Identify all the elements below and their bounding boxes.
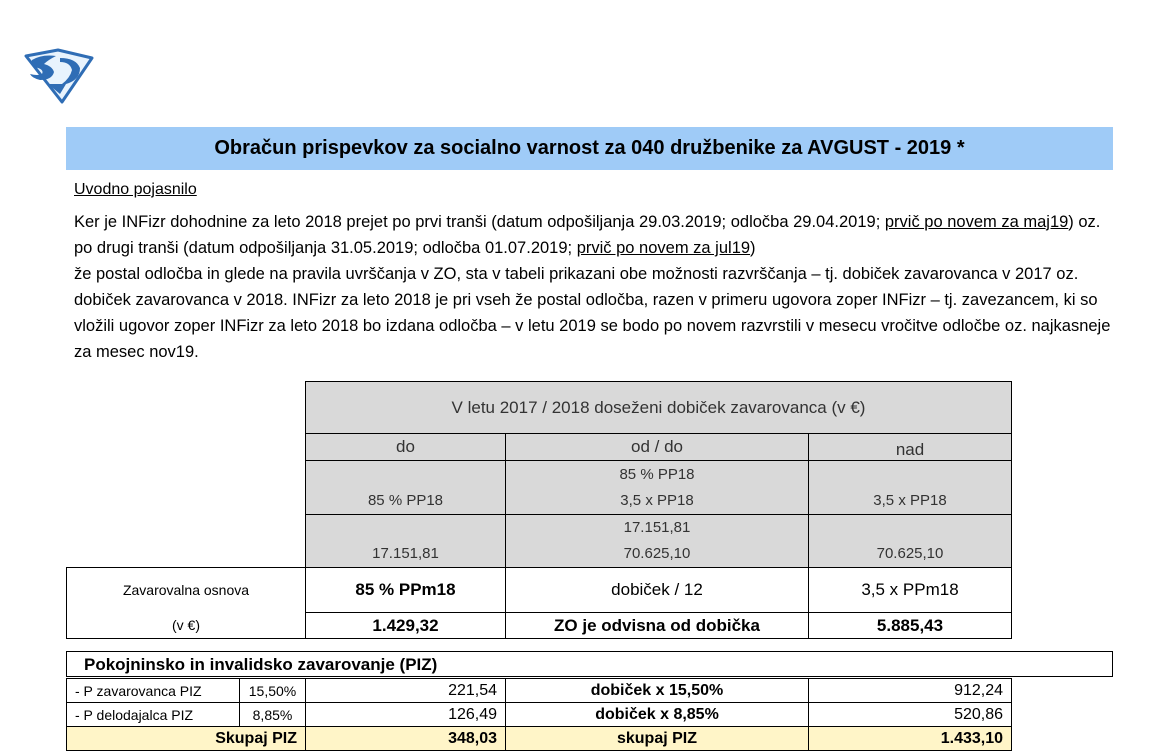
zo-nad: 3,5 x PPm18 xyxy=(809,568,1012,613)
r2-oddo-bottom: 70.625,10 xyxy=(623,545,691,562)
piz-heading: Pokojninsko in invalidsko zavarovanje (PIZ) xyxy=(66,651,1113,677)
piz-sum-row xyxy=(67,727,1012,751)
r2-do: 17.151,81 xyxy=(306,515,506,568)
page-title: Obračun prispevkov za socialno varnost za 040 družbenike za AVGUST - 2019 * xyxy=(66,127,1113,170)
intro-link-jul19: prvič po novem za jul19 xyxy=(576,239,751,257)
piz-sum-do: 348,03 xyxy=(306,727,506,751)
zo-unit: (v €) xyxy=(67,613,306,639)
r2-oddo-top: 17.151,81 xyxy=(623,519,691,536)
zo-label: Zavarovalna osnova xyxy=(67,568,306,613)
piz-row-do: 221,54 xyxy=(306,679,506,703)
blank-cell xyxy=(67,461,306,515)
col-do: do xyxy=(306,434,506,461)
r2-nad: 70.625,10 xyxy=(809,515,1012,568)
val-nad: 5.885,43 xyxy=(809,613,1012,639)
zo-do: 85 % PPm18 xyxy=(306,568,506,613)
col-nad: nad xyxy=(809,434,1012,461)
grid-header: V letu 2017 / 2018 doseženi dobiček zavarovanca (v €) xyxy=(306,382,1012,434)
intro-paragraph-1 xyxy=(74,209,1114,261)
piz-row-oddo: dobiček x 8,85% xyxy=(506,703,809,727)
intro-text-part: ) xyxy=(750,239,756,257)
r1-nad: 3,5 x PP18 xyxy=(809,461,1012,515)
piz-row-oddo: dobiček x 15,50% xyxy=(506,679,809,703)
zo-oddo: dobiček / 12 xyxy=(506,568,809,613)
piz-sum-oddo: skupaj PIZ xyxy=(506,727,809,751)
r1-oddo xyxy=(506,461,809,515)
piz-row-nad: 912,24 xyxy=(809,679,1012,703)
intro-text-part: Ker je INFizr dohodnine za leto 2018 prejet po prvi tranši (datum odpošiljanja 29.03.2019; odločba 29.04.2019; xyxy=(74,213,885,231)
blank-cell xyxy=(67,382,306,434)
intro-text xyxy=(74,209,1114,365)
r2-oddo xyxy=(506,515,809,568)
piz-sum-nad: 1.433,10 xyxy=(809,727,1012,751)
company-logo xyxy=(22,48,94,104)
piz-row-pct: 8,85% xyxy=(240,703,306,727)
r1-do: 85 % PP18 xyxy=(306,461,506,515)
piz-row-pct: 15,50% xyxy=(240,679,306,703)
blank-cell xyxy=(67,434,306,461)
val-oddo: ZO je odvisna od dobička xyxy=(506,613,809,639)
piz-row-label: - P delodajalca PIZ xyxy=(67,703,240,727)
r1-oddo-top: 85 % PP18 xyxy=(619,465,695,483)
piz-row-nad: 520,86 xyxy=(809,703,1012,727)
table-row xyxy=(67,703,1012,727)
val-do: 1.429,32 xyxy=(306,613,506,639)
piz-row-label: - P zavarovanca PIZ xyxy=(67,679,240,703)
blank-cell xyxy=(67,515,306,568)
piz-row-do: 126,49 xyxy=(306,703,506,727)
contribution-basis-table xyxy=(66,381,1012,639)
intro-text-part: ) oz. po drugi tranši (datum odpošiljanja 31.05.2019; odločba 01.07.2019; xyxy=(74,213,1101,257)
r1-oddo-bottom: 3,5 x PP18 xyxy=(620,491,694,509)
table-row xyxy=(67,679,1012,703)
piz-sum-label: Skupaj PIZ xyxy=(67,727,306,751)
piz-table xyxy=(66,678,1012,751)
intro-paragraph-2: že postal odločba in glede na pravila uvrščanja v ZO, sta v tabeli prikazani obe možnosti razvrščanja – tj. dobiček zavarovanca v 2017 oz. dobiček zavarovanca v 2018. INFizr za leto 2018 je pri vseh že postal odločba, razen v primeru ugovora zoper INFizr – tj. zavezancem, ki so vložili ugovor zoper INFizr za leto 2018 bo izdana odločba – v letu 2019 se bodo po novem razvrstili v mesecu vročitve odločbe oz. najkasneje za mesec nov19. xyxy=(74,265,1111,361)
col-oddo: od / do xyxy=(506,434,809,461)
intro-link-maj19: prvič po novem za maj19 xyxy=(884,213,1069,231)
intro-heading: Uvodno pojasnilo xyxy=(74,181,197,198)
